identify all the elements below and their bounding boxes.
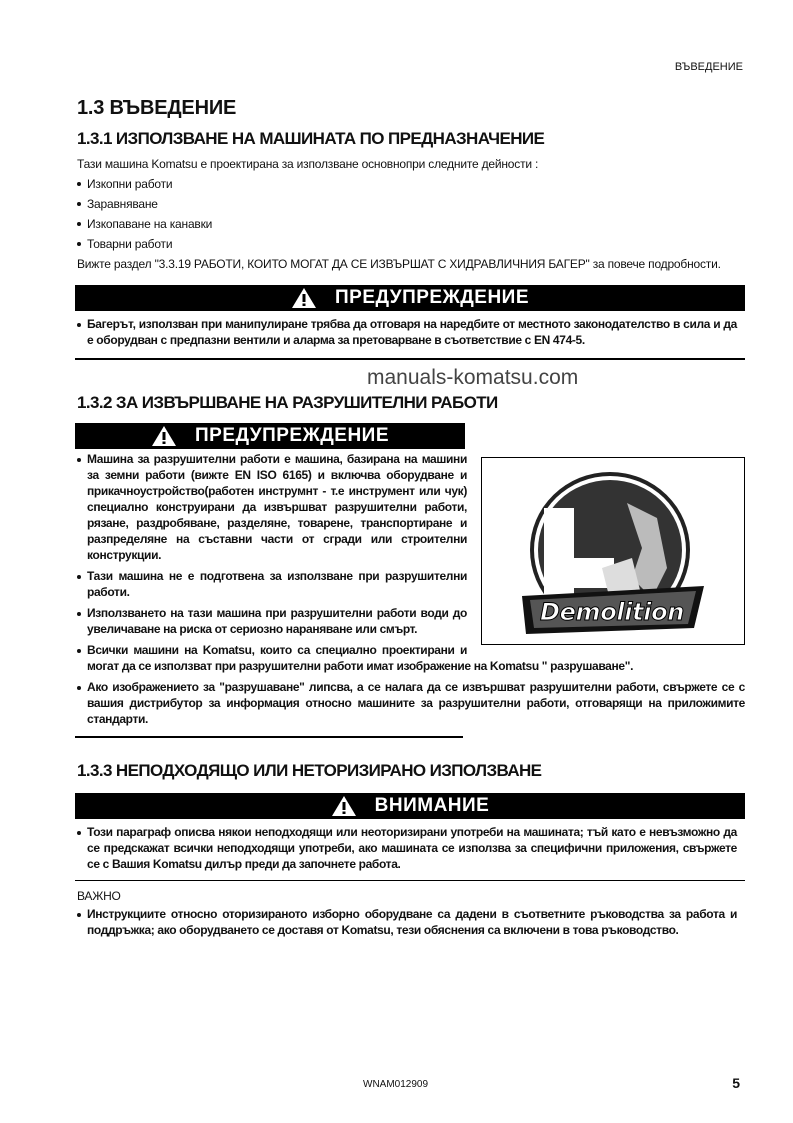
- page-footer: [75, 1075, 745, 1095]
- running-header: ВЪВЕДЕНИЕ: [674, 61, 743, 73]
- caution-text: Този параграф описва някои неподходящи или неоторизирани употреби на машината; тъй като е невъзможно да се предскажат всички неподходящи употреби, ако машината се използва за специфични приложения, свържете се с Вашия Komatsu дилър преди да започнете работа.: [77, 824, 737, 872]
- demolition-warnings: [77, 451, 745, 732]
- warning-label: ПРЕДУПРЕЖДЕНИЕ: [194, 425, 390, 446]
- subsection-title-1-3-1: 1.3.1 ИЗПОЛЗВАНЕ НА МАШИНАТА ПО ПРЕДНАЗНАЧЕНИЕ: [77, 129, 545, 148]
- list-item: Изкопни работи: [77, 175, 745, 193]
- document-code: WNAM012909: [363, 1079, 429, 1090]
- list-item: Заравняване: [77, 195, 745, 213]
- warning-label: ПРЕДУПРЕЖДЕНИЕ: [334, 287, 530, 308]
- logo-text: Demolition: [540, 598, 684, 626]
- list-item: Товарни работи: [77, 235, 745, 253]
- intended-use-text: [77, 155, 745, 273]
- page-number: 5: [732, 1075, 740, 1091]
- watermark: manuals-komatsu.com: [367, 366, 579, 389]
- important-label: ВАЖНО: [77, 889, 121, 903]
- warning-triangle-icon: [291, 287, 317, 309]
- warning-triangle-icon: [331, 795, 357, 817]
- caution-banner: [75, 793, 745, 819]
- subsection-title-1-3-2: 1.3.2 ЗА ИЗВЪРШВАНЕ НА РАЗРУШИТЕЛНИ РАБОТИ: [77, 393, 498, 412]
- warning-triangle-icon: [151, 425, 177, 447]
- list-item: Изкопаване на канавки: [77, 215, 745, 233]
- divider: [75, 880, 745, 881]
- divider: [75, 358, 745, 360]
- list-item: Всички машини на Komatsu, които са специално проектирани и могат да се използват при разрушителни работи имат изображение на Komatsu " разрушаване".: [77, 642, 745, 674]
- warning-text: Багерът, използван при манипулиране трябва да отговаря на наредбите от местното законодателство в сила и да е оборудван с предпазни вентили и аларма за претоварване в съответствие с EN 474-5.: [77, 316, 737, 348]
- list-item: Машина за разрушителни работи е машина, базирана на машини за земни работи (вижте EN ISO 6165) и включва оборудване и прикачноустройство(работен инструмнт - т.е инструмент или чук) специално конструирани да извършват разрушителни работи, рязане, раздробяване, разделяне, товарене, транспортиране и разпределяне на съставни части от сгради или строителни конструкции.: [77, 451, 745, 563]
- caution-label: ВНИМАНИЕ: [374, 795, 490, 816]
- warning-banner: [75, 285, 745, 311]
- list-item: Ако изображението за "разрушаване" липсва, а се налага да се извършват разрушителни работи, свържете се с вашия дистрибутор за информация относно машините за разрушителни работи, отговарящи на приложимите стандарти.: [77, 679, 745, 727]
- list-item: Използването на тази машина при разрушителни работи води до увеличаване на риска от сериозно нараняване или смърт.: [77, 605, 745, 637]
- subsection-title-1-3-3: 1.3.3 НЕПОДХОДЯЩО ИЛИ НЕТОРИЗИРАНО ИЗПОЛЗВАНЕ: [77, 761, 542, 780]
- intro-text: Тази машина Komatsu е проектирана за използване основнопри следните дейности :: [77, 157, 539, 171]
- section-title: 1.3 ВЪВЕДЕНИЕ: [77, 97, 237, 119]
- list-item: Тази машина не е подготвена за използване при разрушителни работи.: [77, 568, 745, 600]
- important-text: Инструкциите относно оторизираното изборно оборудване са дадени в съответните ръководства за работа и поддръжка; ако оборудването се доставя от Komatsu, тези обяснения са включени в това ръководство.: [77, 906, 737, 938]
- warning-banner: [75, 423, 465, 449]
- see-reference-text: Вижте раздел "3.3.19 РАБОТИ, КОИТО МОГАТ ДА СЕ ИЗВЪРШАТ С ХИДРАВЛИЧНИЯ БАГЕР" за повече подробности.: [77, 257, 721, 271]
- divider: [75, 736, 463, 738]
